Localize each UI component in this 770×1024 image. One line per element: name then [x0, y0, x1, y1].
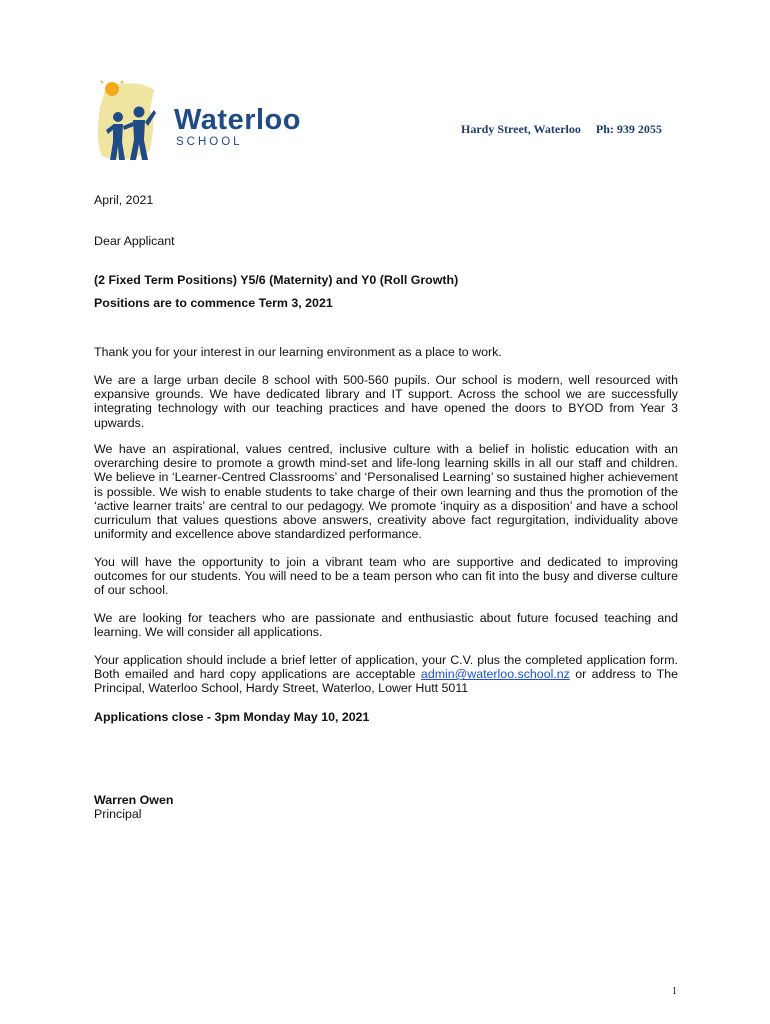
paragraph-intro: Thank you for your interest in our learning environment as a place to work.: [94, 345, 502, 359]
paragraph-teachers: We are looking for teachers who are passionate and enthusiastic about future focused teaching and learning. We will consider all applications.: [94, 611, 678, 640]
signer-title: Principal: [94, 807, 142, 821]
school-logo-graphic: [92, 80, 172, 164]
application-text-start: Your application should include a brief letter of application, your C.V. plus the completed application form. Both emailed and hard copy applications are acceptable: [94, 653, 678, 682]
paragraph-culture: We have an aspirational, values centred, inclusive culture with a belief in holistic education with an overarching desire to promote a growth mind-set and life-long learning skills in all our staff and children. We believe in ‘Learner-Centred Classrooms’ and ‘Personalised Learning’ so sustained higher achievement is possible. We wish to enable students to take charge of their own learning and thus the promotion of the ‘active learner traits’ are central to our pedagogy. We promote ‘inquiry as a disposition’ and have a school curriculum that values questions above answers, creativity above fact regurgitation, individuality above uniformity and excellence above standardized performance.: [94, 442, 678, 542]
paragraph-team: You will have the opportunity to join a vibrant team who are supportive and dedicated to improving outcomes for our students. You will need to be a team person who can fit into the busy and diverse culture of our school.: [94, 555, 678, 598]
logo-subtitle: SCHOOL: [176, 136, 243, 148]
logo-wordmark: Waterloo: [174, 104, 301, 136]
paragraph-school: We are a large urban decile 8 school with 500-560 pupils. Our school is modern, well resourced with expansive grounds. We have dedicated library and IT support. Across the school we are successfully integrating technology with our teaching practices and have opened the doors to BYOD from Year 3 upwards.: [94, 373, 678, 430]
signer-name: Warren Owen: [94, 793, 174, 807]
letter-date: April, 2021: [94, 193, 154, 207]
closing-date: Applications close - 3pm Monday May 10, 2021: [94, 710, 370, 724]
school-phone: Ph: 939 2055: [595, 122, 662, 136]
salutation: Dear Applicant: [94, 234, 175, 248]
school-address: Hardy Street, Waterloo: [461, 122, 581, 136]
email-link[interactable]: admin@waterloo.school.nz: [420, 667, 570, 682]
paragraph-application: [94, 653, 678, 696]
commencement-heading: Positions are to commence Term 3, 2021: [94, 296, 333, 310]
school-contact: [461, 122, 662, 137]
position-heading: (2 Fixed Term Positions) Y5/6 (Maternity) and Y0 (Roll Growth): [94, 273, 459, 287]
school-logo: [92, 80, 332, 164]
application-text-end: or address to The Principal, Waterloo School, Hardy Street, Waterloo, Lower Hutt 5011: [94, 667, 678, 696]
page-number: 1: [672, 986, 677, 997]
